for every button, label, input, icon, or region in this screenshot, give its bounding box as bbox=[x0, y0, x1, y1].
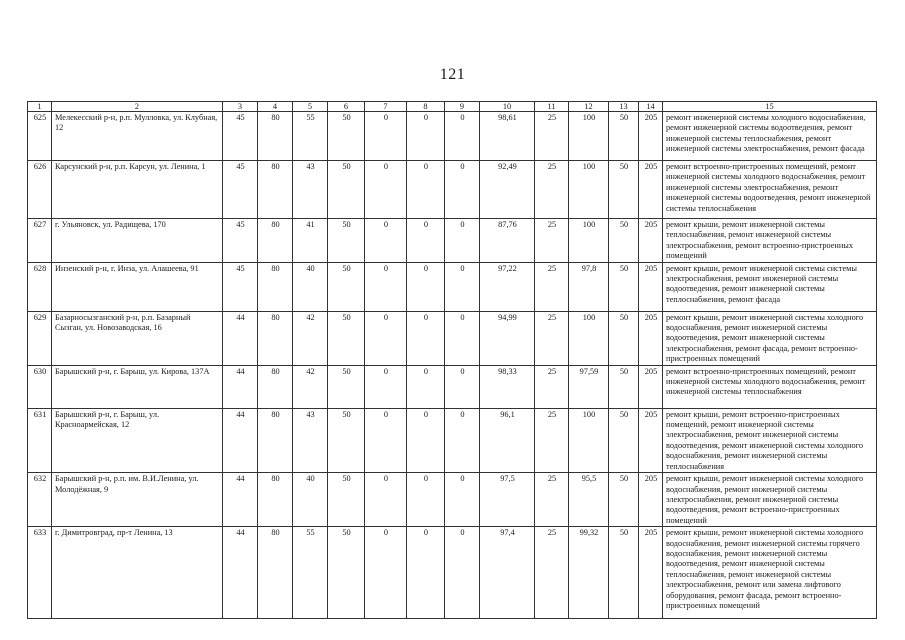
column-header: 5 bbox=[293, 102, 328, 112]
value-cell: 50 bbox=[609, 527, 639, 619]
value-cell: 96,1 bbox=[480, 408, 535, 472]
value-cell: 205 bbox=[639, 161, 663, 219]
value-cell: 0 bbox=[365, 527, 407, 619]
value-cell: 80 bbox=[258, 161, 293, 219]
value-cell: 80 bbox=[258, 262, 293, 311]
value-cell: 0 bbox=[365, 262, 407, 311]
value-cell: 42 bbox=[293, 311, 328, 365]
value-cell: 205 bbox=[639, 365, 663, 408]
value-cell: 80 bbox=[258, 112, 293, 161]
value-cell: 0 bbox=[407, 161, 445, 219]
value-cell: 80 bbox=[258, 365, 293, 408]
column-header: 11 bbox=[535, 102, 569, 112]
value-cell: 43 bbox=[293, 408, 328, 472]
works-cell: ремонт инженерной системы холодного водоснабжения, ремонт инженерной системы водоотведения, ремонт инженерной системы теплоснабжения, ремонт инженерной системы электроснабжения, ремонт фасада bbox=[663, 112, 877, 161]
value-cell: 44 bbox=[223, 408, 258, 472]
value-cell: 43 bbox=[293, 161, 328, 219]
column-header: 6 bbox=[328, 102, 365, 112]
page-number: 121 bbox=[439, 66, 466, 83]
value-cell: 87,76 bbox=[480, 219, 535, 263]
address-cell: Базарносызганский р-н, р.п. Базарный Сызган, ул. Новозаводская, 16 bbox=[52, 311, 223, 365]
row-number: 633 bbox=[28, 527, 52, 619]
value-cell: 25 bbox=[535, 311, 569, 365]
value-cell: 45 bbox=[223, 262, 258, 311]
value-cell: 25 bbox=[535, 527, 569, 619]
address-cell: г. Ульяновск, ул. Радищева, 170 bbox=[52, 219, 223, 263]
value-cell: 97,22 bbox=[480, 262, 535, 311]
value-cell: 50 bbox=[609, 161, 639, 219]
value-cell: 0 bbox=[407, 473, 445, 527]
value-cell: 50 bbox=[328, 161, 365, 219]
value-cell: 97,4 bbox=[480, 527, 535, 619]
works-cell: ремонт крыши, ремонт инженерной системы холодного водоснабжения, ремонт инженерной системы электроснабжения, ремонт инженерной системы водоотведения, ремонт встроенно-пристроенных помещений bbox=[663, 473, 877, 527]
row-number: 625 bbox=[28, 112, 52, 161]
value-cell: 50 bbox=[609, 408, 639, 472]
value-cell: 44 bbox=[223, 473, 258, 527]
value-cell: 40 bbox=[293, 473, 328, 527]
address-cell: Барышский р-н, г. Барыш, ул. Красноармейская, 12 bbox=[52, 408, 223, 472]
value-cell: 44 bbox=[223, 527, 258, 619]
works-cell: ремонт крыши, ремонт инженерной системы холодного водоснабжения, ремонт инженерной системы горячего водоснабжения, ремонт инженерной системы водоотведения, ремонт инженерной системы теплоснабжения, ремонт инженерной системы электроснабжения, ремонт или замена лифтового оборудования, ремонт фасада, ремонт встроенно-пристроенных помещений bbox=[663, 527, 877, 619]
value-cell: 80 bbox=[258, 527, 293, 619]
table-row bbox=[28, 527, 877, 619]
value-cell: 0 bbox=[407, 112, 445, 161]
works-cell: ремонт встроенно-пристроенных помещений, ремонт инженерной системы холодного водоснабжения, ремонт инженерной системы электроснабжения, ремонт инженерной системы водоотведения, ремонт инженерной системы теплоснабжения bbox=[663, 161, 877, 219]
value-cell: 45 bbox=[223, 112, 258, 161]
value-cell: 40 bbox=[293, 262, 328, 311]
value-cell: 0 bbox=[407, 262, 445, 311]
value-cell: 55 bbox=[293, 527, 328, 619]
value-cell: 94,99 bbox=[480, 311, 535, 365]
row-number: 629 bbox=[28, 311, 52, 365]
value-cell: 50 bbox=[328, 527, 365, 619]
column-header: 9 bbox=[445, 102, 480, 112]
address-cell: Барышский р-н, г. Барыш, ул. Кирова, 137А bbox=[52, 365, 223, 408]
value-cell: 50 bbox=[328, 219, 365, 263]
works-cell: ремонт крыши, ремонт инженерной системы холодного водоснабжения, ремонт инженерной системы водоотведения, ремонт инженерной системы электроснабжения, ремонт фасада, ремонт встроенно-пристроенных помещений bbox=[663, 311, 877, 365]
value-cell: 50 bbox=[328, 473, 365, 527]
value-cell: 205 bbox=[639, 112, 663, 161]
value-cell: 25 bbox=[535, 473, 569, 527]
value-cell: 25 bbox=[535, 365, 569, 408]
table-row bbox=[28, 112, 877, 161]
value-cell: 55 bbox=[293, 112, 328, 161]
value-cell: 50 bbox=[609, 473, 639, 527]
value-cell: 0 bbox=[407, 408, 445, 472]
value-cell: 100 bbox=[569, 408, 609, 472]
value-cell: 50 bbox=[609, 112, 639, 161]
address-cell: Инзенский р-н, г. Инза, ул. Алашеева, 91 bbox=[52, 262, 223, 311]
value-cell: 50 bbox=[328, 408, 365, 472]
value-cell: 0 bbox=[407, 527, 445, 619]
value-cell: 100 bbox=[569, 112, 609, 161]
value-cell: 0 bbox=[365, 311, 407, 365]
value-cell: 80 bbox=[258, 311, 293, 365]
value-cell: 98,61 bbox=[480, 112, 535, 161]
value-cell: 0 bbox=[445, 527, 480, 619]
value-cell: 205 bbox=[639, 311, 663, 365]
value-cell: 97,8 bbox=[569, 262, 609, 311]
value-cell: 98,33 bbox=[480, 365, 535, 408]
value-cell: 0 bbox=[407, 311, 445, 365]
column-header: 8 bbox=[407, 102, 445, 112]
row-number: 626 bbox=[28, 161, 52, 219]
value-cell: 0 bbox=[445, 365, 480, 408]
value-cell: 50 bbox=[328, 311, 365, 365]
register-table bbox=[27, 101, 877, 619]
table-row bbox=[28, 262, 877, 311]
column-header: 10 bbox=[480, 102, 535, 112]
value-cell: 45 bbox=[223, 219, 258, 263]
value-cell: 0 bbox=[445, 311, 480, 365]
value-cell: 100 bbox=[569, 219, 609, 263]
value-cell: 100 bbox=[569, 161, 609, 219]
address-cell: Барышский р-н, р.п. им. В.И.Ленина, ул. Молодёжная, 9 bbox=[52, 473, 223, 527]
value-cell: 25 bbox=[535, 262, 569, 311]
value-cell: 205 bbox=[639, 408, 663, 472]
works-cell: ремонт крыши, ремонт встроенно-пристроенных помещений, ремонт инженерной системы электроснабжения, ремонт инженерной системы водоотведения, ремонт инженерной системы холодного водоснабжения, ремонт инженерной системы теплоснабжения bbox=[663, 408, 877, 472]
value-cell: 25 bbox=[535, 112, 569, 161]
works-cell: ремонт встроенно-пристроенных помещений, ремонт инженерной системы холодного водоснабжения, ремонт инженерной системы теплоснабжения bbox=[663, 365, 877, 408]
value-cell: 95,5 bbox=[569, 473, 609, 527]
value-cell: 99,32 bbox=[569, 527, 609, 619]
value-cell: 0 bbox=[445, 408, 480, 472]
value-cell: 0 bbox=[365, 161, 407, 219]
table-row bbox=[28, 473, 877, 527]
row-number: 632 bbox=[28, 473, 52, 527]
column-header: 12 bbox=[569, 102, 609, 112]
value-cell: 41 bbox=[293, 219, 328, 263]
value-cell: 97,5 bbox=[480, 473, 535, 527]
column-header: 2 bbox=[52, 102, 223, 112]
value-cell: 205 bbox=[639, 473, 663, 527]
value-cell: 0 bbox=[365, 408, 407, 472]
value-cell: 50 bbox=[328, 112, 365, 161]
row-number: 628 bbox=[28, 262, 52, 311]
value-cell: 44 bbox=[223, 311, 258, 365]
value-cell: 0 bbox=[365, 473, 407, 527]
value-cell: 0 bbox=[445, 112, 480, 161]
value-cell: 80 bbox=[258, 408, 293, 472]
value-cell: 0 bbox=[407, 365, 445, 408]
row-number: 630 bbox=[28, 365, 52, 408]
address-cell: Карсунский р-н, р.п. Карсун, ул. Ленина, 1 bbox=[52, 161, 223, 219]
column-header: 13 bbox=[609, 102, 639, 112]
value-cell: 80 bbox=[258, 473, 293, 527]
column-header: 3 bbox=[223, 102, 258, 112]
value-cell: 0 bbox=[407, 219, 445, 263]
column-header: 4 bbox=[258, 102, 293, 112]
value-cell: 42 bbox=[293, 365, 328, 408]
value-cell: 0 bbox=[445, 262, 480, 311]
value-cell: 0 bbox=[365, 219, 407, 263]
value-cell: 0 bbox=[365, 112, 407, 161]
value-cell: 50 bbox=[609, 365, 639, 408]
value-cell: 50 bbox=[609, 262, 639, 311]
value-cell: 205 bbox=[639, 527, 663, 619]
table-row bbox=[28, 311, 877, 365]
value-cell: 80 bbox=[258, 219, 293, 263]
value-cell: 100 bbox=[569, 311, 609, 365]
value-cell: 50 bbox=[609, 219, 639, 263]
value-cell: 25 bbox=[535, 408, 569, 472]
value-cell: 45 bbox=[223, 161, 258, 219]
row-number: 627 bbox=[28, 219, 52, 263]
value-cell: 50 bbox=[609, 311, 639, 365]
address-cell: г. Димитровград, пр-т Ленина, 13 bbox=[52, 527, 223, 619]
row-number: 631 bbox=[28, 408, 52, 472]
column-header: 15 bbox=[663, 102, 877, 112]
table-row bbox=[28, 219, 877, 263]
value-cell: 50 bbox=[328, 262, 365, 311]
value-cell: 205 bbox=[639, 262, 663, 311]
value-cell: 25 bbox=[535, 161, 569, 219]
column-header: 7 bbox=[365, 102, 407, 112]
value-cell: 25 bbox=[535, 219, 569, 263]
table-row bbox=[28, 365, 877, 408]
value-cell: 205 bbox=[639, 219, 663, 263]
column-header: 1 bbox=[28, 102, 52, 112]
value-cell: 92,49 bbox=[480, 161, 535, 219]
value-cell: 0 bbox=[445, 473, 480, 527]
column-header: 14 bbox=[639, 102, 663, 112]
value-cell: 97,59 bbox=[569, 365, 609, 408]
works-cell: ремонт крыши, ремонт инженерной системы системы электроснабжения, ремонт инженерной системы водоотведения, ремонт инженерной системы теплоснабжения, ремонт фасада bbox=[663, 262, 877, 311]
address-cell: Мелекесский р-н, р.п. Мулловка, ул. Клубная, 12 bbox=[52, 112, 223, 161]
works-cell: ремонт крыши, ремонт инженерной системы теплоснабжения, ремонт инженерной системы электроснабжения, ремонт встроенно-пристроенных помещений bbox=[663, 219, 877, 263]
value-cell: 50 bbox=[328, 365, 365, 408]
table-row bbox=[28, 408, 877, 472]
column-header-row bbox=[28, 102, 877, 112]
value-cell: 0 bbox=[365, 365, 407, 408]
value-cell: 44 bbox=[223, 365, 258, 408]
value-cell: 0 bbox=[445, 219, 480, 263]
table-row bbox=[28, 161, 877, 219]
value-cell: 0 bbox=[445, 161, 480, 219]
